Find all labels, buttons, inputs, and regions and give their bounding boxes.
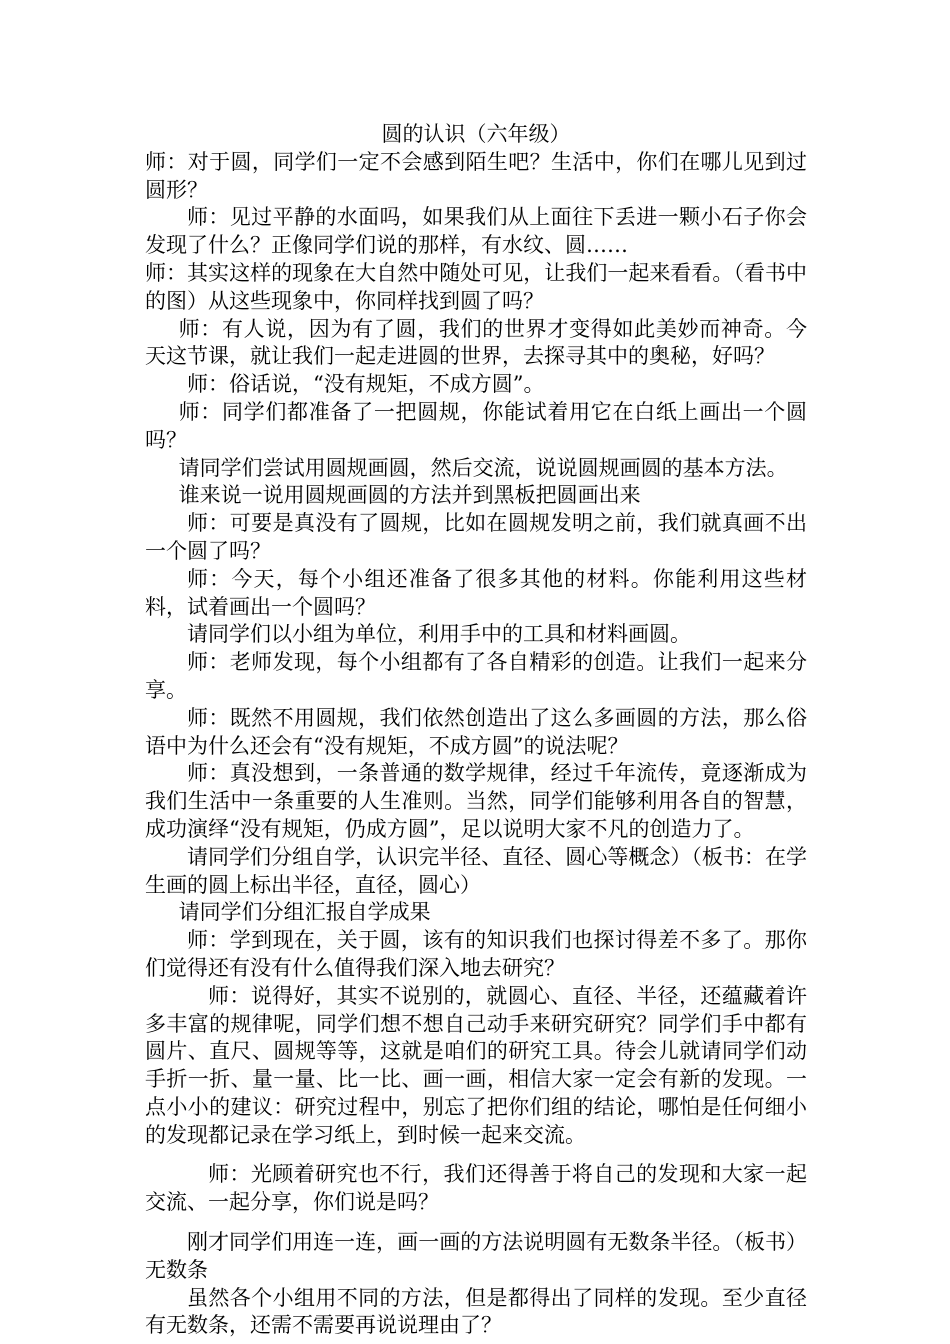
paragraph-2: 师：见过平静的水面吗，如果我们从上面往下丢进一颗小石子你会发现了什么？正像同学们说的那样，有水纹、圆…… [145, 205, 807, 258]
paragraph-17: 师：学到现在，关于圆，该有的知识我们也探讨得差不多了。那你们觉得还有没有什么值得我们深入地去研究？ [145, 928, 807, 980]
paragraph-11: 请同学们以小组为单位，利用手中的工具和材料画圆。 [187, 622, 691, 647]
paragraph-6: 师：同学们都准备了一把圆规，你能试着用它在白纸上画出一个圆吗？ [145, 399, 807, 452]
paragraph-9: 师：可要是真没有了圆规，比如在圆规发明之前，我们就真画不出一个圆了吗？ [145, 511, 807, 563]
document-title: 圆的认识（六年级） [381, 122, 571, 146]
paragraph-20: 刚才同学们用连一连，画一画的方法说明圆有无数条半径。（板书）无数条 [145, 1230, 807, 1282]
paragraph-5: 师：俗话说，“没有规矩，不成方圆”。 [187, 372, 545, 397]
paragraph-18: 师：说得好，其实不说别的，就圆心、直径、半径，还蕴藏着许多丰富的规律呢，同学们想不想自己动手来研究研究？同学们手中都有圆片、直尺、圆规等等，这就是咱们的研究工具。待会儿就请同学们动手折一折、量一量、比一比、画一画，相信大家一定会有新的发现。一点小小的建议：研究过程中，别忘了把你们组的结论，哪怕是任何细小的发现都记录在学习纸上，到时候一起来交流。 [145, 983, 807, 1147]
paragraph-8: 谁来说一说用圆规画圆的方法并到黑板把圆画出来 [178, 483, 641, 508]
paragraph-3: 师：其实这样的现象在大自然中随处可见，让我们一起来看看。（看书中的图）从这些现象中，你同样找到圆了吗？ [145, 260, 807, 313]
paragraph-14: 师：真没想到，一条普通的数学规律，经过千年流传，竟逐渐成为我们生活中一条重要的人生准则。当然，同学们能够利用各自的智慧，成功演绎“没有规矩，仍成方圆”，足以说明大家不凡的创造力了。 [145, 761, 807, 841]
paragraph-15: 请同学们分组自学，认识完半径、直径、圆心等概念）（板书：在学生画的圆上标出半径，直径，圆心） [145, 844, 807, 897]
document-body [145, 121, 807, 1340]
paragraph-10: 师：今天，每个小组还准备了很多其他的材料。你能利用这些材料，试着画出一个圆吗？ [145, 566, 807, 619]
paragraph-12: 师：老师发现，每个小组都有了各自精彩的创造。让我们一起来分享。 [145, 650, 807, 702]
paragraph-7: 请同学们尝试用圆规画圆，然后交流，说说圆规画圆的基本方法。 [178, 455, 788, 480]
paragraph-21: 虽然各个小组用不同的方法，但是都得出了同样的发现。至少直径有无数条，还需不需要再说说理由了？ [145, 1285, 807, 1338]
paragraph-1: 师：对于圆，同学们一定不会感到陌生吧？生活中，你们在哪儿见到过圆形？ [145, 149, 807, 202]
paragraph-13: 师：既然不用圆规，我们依然创造出了这么多画圆的方法，那么俗语中为什么还会有“没有规矩，不成方圆”的说法呢？ [145, 705, 807, 758]
paragraph-4: 师：有人说，因为有了圆，我们的世界才变得如此美妙而神奇。今天这节课，就让我们一起走进圆的世界，去探寻其中的奥秘，好吗？ [145, 316, 807, 369]
paragraph-16: 请同学们分组汇报自学成果 [178, 900, 431, 925]
paragraph-19: 师：光顾着研究也不行，我们还得善于将自己的发现和大家一起交流、一起分享，你们说是吗？ [145, 1162, 807, 1215]
